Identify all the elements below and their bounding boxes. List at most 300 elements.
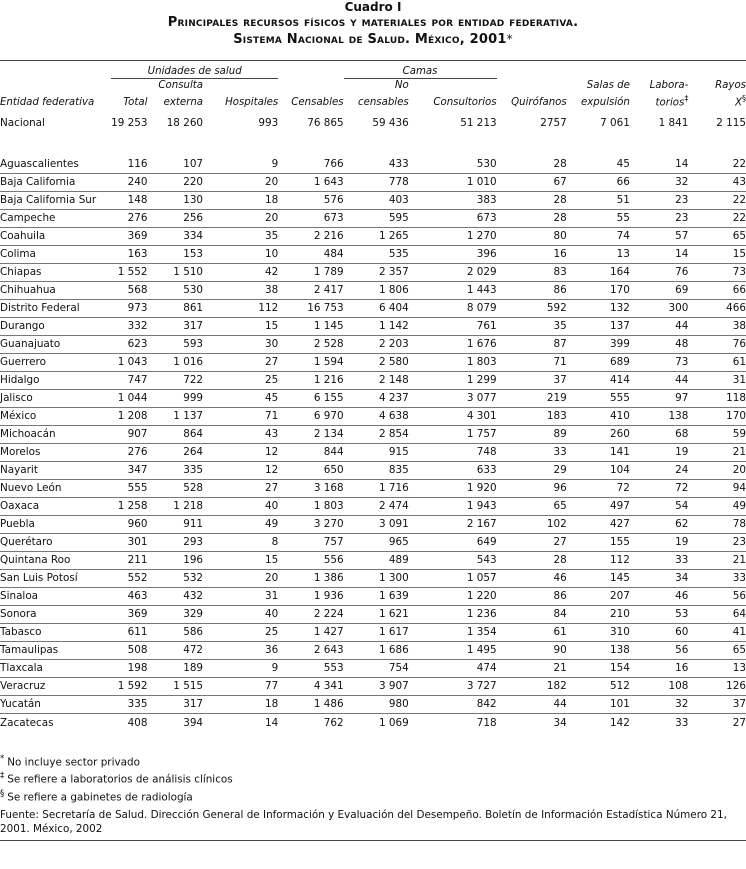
table-row — [0, 569, 746, 587]
value-cell: 1 236 — [409, 605, 497, 623]
value-cell: 1 258 — [111, 497, 147, 515]
value-cell: 317 — [147, 695, 203, 713]
value-cell: 30 — [203, 335, 278, 353]
value-cell: 25 — [203, 371, 278, 389]
value-cell: 1 010 — [409, 173, 497, 191]
value-cell: 43 — [688, 173, 746, 191]
group-unidades: Unidades de salud — [111, 64, 278, 78]
value-cell: 383 — [409, 191, 497, 209]
table-row — [0, 623, 746, 641]
value-cell: 535 — [344, 245, 409, 263]
table-row — [0, 551, 746, 569]
value-cell: 915 — [344, 443, 409, 461]
value-cell: 552 — [111, 569, 147, 587]
value-cell: 1 594 — [278, 353, 343, 371]
value-cell: 138 — [630, 407, 688, 425]
value-cell: 2 854 — [344, 425, 409, 443]
table-row — [0, 299, 746, 317]
value-cell: 22 — [688, 155, 746, 173]
value-cell: 4 638 — [344, 407, 409, 425]
table-subtitle — [0, 31, 746, 48]
value-cell: 1 043 — [111, 353, 147, 371]
table-row — [0, 515, 746, 533]
value-cell: 1 621 — [344, 605, 409, 623]
value-cell: 37 — [497, 371, 567, 389]
entity-name-cell: Baja California — [0, 173, 111, 191]
value-cell: 864 — [147, 425, 203, 443]
value-cell: 145 — [567, 569, 630, 587]
value-cell: 399 — [567, 335, 630, 353]
entity-name-cell: Quintana Roo — [0, 551, 111, 569]
table-row — [0, 371, 746, 389]
value-cell: 2 224 — [278, 605, 343, 623]
value-cell: 73 — [688, 263, 746, 281]
value-cell: 15 — [688, 245, 746, 263]
value-cell: 1 936 — [278, 587, 343, 605]
value-cell: 3 091 — [344, 515, 409, 533]
value-cell: 23 — [630, 191, 688, 209]
value-cell: 59 — [688, 425, 746, 443]
value-cell: 56 — [688, 587, 746, 605]
value-cell: 508 — [111, 641, 147, 659]
value-cell: 18 — [203, 191, 278, 209]
value-cell: 1 265 — [344, 227, 409, 245]
value-cell: 1 216 — [278, 371, 343, 389]
value-cell: 593 — [147, 335, 203, 353]
value-cell: 153 — [147, 245, 203, 263]
value-cell: 861 — [147, 299, 203, 317]
value-cell: 112 — [203, 299, 278, 317]
value-cell: 555 — [111, 479, 147, 497]
value-cell: 2 580 — [344, 353, 409, 371]
value-cell: 410 — [567, 407, 630, 425]
value-cell: 49 — [688, 497, 746, 515]
value-cell: 497 — [567, 497, 630, 515]
table-row — [0, 497, 746, 515]
value-cell: 427 — [567, 515, 630, 533]
subtitle-text: Sistema Nacional de Salud. México, 2001 — [233, 32, 507, 47]
value-cell: 36 — [203, 641, 278, 659]
value-cell: 1 069 — [378, 716, 409, 729]
value-cell: 10 — [203, 245, 278, 263]
value-cell: 3 907 — [344, 677, 409, 695]
value-cell: 260 — [567, 425, 630, 443]
header-total: Total — [123, 97, 148, 109]
value-cell: 34 — [553, 716, 567, 729]
value-cell: 78 — [688, 515, 746, 533]
header-salas-line1: Salas de — [586, 80, 630, 91]
source-note: Fuente: Secretaría de Salud. Dirección General de Información y Evaluación del Desempeño. Boletín de Información Estadística Número 21, 2001. México, 2002 — [0, 809, 727, 835]
value-cell: 1 803 — [409, 353, 497, 371]
header-no-censables-line2: censables — [357, 97, 409, 109]
value-cell: 33 — [497, 443, 567, 461]
table-row — [0, 209, 746, 227]
value-cell: 87 — [497, 335, 567, 353]
value-cell: 1 427 — [278, 623, 343, 641]
entity-name-cell: Tamaulipas — [0, 641, 111, 659]
value-cell: 29 — [497, 461, 567, 479]
footnote — [0, 752, 233, 769]
value-cell: 13 — [567, 245, 630, 263]
value-cell: 71 — [203, 407, 278, 425]
value-cell: 960 — [111, 515, 147, 533]
value-cell: 1 300 — [344, 569, 409, 587]
value-cell: 1 639 — [344, 587, 409, 605]
value-cell: 24 — [630, 461, 688, 479]
value-cell: 61 — [688, 353, 746, 371]
value-cell: 90 — [497, 641, 567, 659]
value-cell: 553 — [278, 659, 343, 677]
entity-name-cell: Hidalgo — [0, 371, 111, 389]
value-cell: 2 357 — [344, 263, 409, 281]
resources-table — [0, 64, 746, 731]
header-no-censables-line1: No — [394, 80, 409, 91]
value-cell: 13 — [688, 659, 746, 677]
value-cell: 403 — [344, 191, 409, 209]
value-cell: 56 — [630, 641, 688, 659]
value-cell: 766 — [278, 155, 343, 173]
value-cell: 42 — [203, 263, 278, 281]
value-cell: 44 — [630, 317, 688, 335]
value-cell: 108 — [630, 677, 688, 695]
value-cell: 27 — [732, 716, 746, 729]
header-censables: Censables — [291, 97, 344, 109]
value-cell: 35 — [203, 227, 278, 245]
bottom-rule — [0, 840, 746, 841]
value-cell: 67 — [497, 173, 567, 191]
value-cell: 1 643 — [278, 173, 343, 191]
value-cell: 472 — [147, 641, 203, 659]
value-cell: 347 — [111, 461, 147, 479]
value-cell: 49 — [203, 515, 278, 533]
value-cell: 394 — [183, 716, 204, 729]
value-cell: 14 — [630, 155, 688, 173]
value-cell: 911 — [147, 515, 203, 533]
value-cell: 102 — [497, 515, 567, 533]
value-cell: 1 552 — [111, 263, 147, 281]
entity-name-cell: Tlaxcala — [0, 659, 111, 677]
value-cell: 1 044 — [111, 389, 147, 407]
value-cell: 20 — [203, 173, 278, 191]
table-row — [0, 281, 746, 299]
laboratorios-text: torios — [655, 97, 685, 109]
value-cell: 118 — [688, 389, 746, 407]
header-consultorios: Consultorios — [433, 97, 497, 109]
value-cell: 2 474 — [344, 497, 409, 515]
value-cell: 21 — [497, 659, 567, 677]
value-cell: 2 417 — [278, 281, 343, 299]
value-cell: 112 — [567, 551, 630, 569]
value-cell: 138 — [567, 641, 630, 659]
value-cell: 104 — [567, 461, 630, 479]
value-cell: 116 — [111, 155, 147, 173]
value-cell: 196 — [147, 551, 203, 569]
value-cell: 256 — [147, 209, 203, 227]
value-cell: 80 — [497, 227, 567, 245]
value-cell: 27 — [203, 353, 278, 371]
value-cell: 1 757 — [409, 425, 497, 443]
table-row — [0, 713, 746, 731]
entity-name-cell: Aguascalientes — [0, 155, 111, 173]
value-cell: 183 — [497, 407, 567, 425]
value-cell: 835 — [344, 461, 409, 479]
table-row — [0, 389, 746, 407]
value-cell: 19 — [630, 443, 688, 461]
value-cell: 842 — [409, 695, 497, 713]
value-cell: 219 — [497, 389, 567, 407]
footnote-mark: ‡ — [0, 771, 5, 782]
footnote-text: No incluye sector privado — [7, 756, 140, 769]
value-cell: 3 168 — [278, 479, 343, 497]
footnote — [0, 787, 233, 804]
national-row — [0, 109, 746, 137]
table-row — [0, 461, 746, 479]
value-cell: 1 803 — [278, 497, 343, 515]
value-cell: 207 — [567, 587, 630, 605]
value-cell: 142 — [610, 716, 630, 729]
value-cell: 754 — [344, 659, 409, 677]
header-consulta-line2: externa — [163, 97, 204, 109]
entity-name-cell: Nuevo León — [0, 479, 111, 497]
value-cell: 2 528 — [278, 335, 343, 353]
value-cell: 32 — [630, 173, 688, 191]
value-cell: 198 — [111, 659, 147, 677]
table-row — [0, 155, 746, 173]
subtitle-mark: * — [506, 32, 513, 46]
value-cell: 2 643 — [278, 641, 343, 659]
value-cell: 1 057 — [409, 569, 497, 587]
value-cell: 23 — [688, 533, 746, 551]
value-cell: 15 — [203, 317, 278, 335]
value-cell: 101 — [567, 695, 630, 713]
value-cell: 335 — [111, 695, 147, 713]
value-cell: 14 — [630, 245, 688, 263]
value-cell: 68 — [630, 425, 688, 443]
value-cell: 1 495 — [409, 641, 497, 659]
value-cell: 396 — [409, 245, 497, 263]
value-cell: 48 — [630, 335, 688, 353]
value-cell: 60 — [630, 623, 688, 641]
table-row — [0, 335, 746, 353]
value-cell: 1 676 — [409, 335, 497, 353]
value-cell: 484 — [278, 245, 343, 263]
value-cell: 107 — [147, 155, 203, 173]
value-cell: 51 213 — [460, 117, 497, 130]
value-cell: 31 — [688, 371, 746, 389]
value-cell: 4 237 — [344, 389, 409, 407]
entity-name-cell: Veracruz — [0, 677, 111, 695]
value-cell: 16 753 — [278, 299, 343, 317]
header-consulta-line1: Consulta — [158, 80, 204, 91]
top-rule — [0, 60, 746, 61]
value-cell: 993 — [258, 117, 279, 130]
table-row — [0, 641, 746, 659]
value-cell: 1 920 — [409, 479, 497, 497]
value-cell: 57 — [630, 227, 688, 245]
value-cell: 1 486 — [278, 695, 343, 713]
value-cell: 7 061 — [600, 117, 630, 130]
value-cell: 276 — [111, 443, 147, 461]
value-cell: 718 — [476, 716, 497, 729]
entity-name-cell: Chiapas — [0, 263, 111, 281]
table-row — [0, 677, 746, 695]
entity-name-cell: Querétaro — [0, 533, 111, 551]
value-cell: 301 — [111, 533, 147, 551]
value-cell: 84 — [497, 605, 567, 623]
value-cell: 568 — [111, 281, 147, 299]
value-cell: 2 203 — [344, 335, 409, 353]
header-rayos-line1: Rayos — [715, 80, 746, 91]
value-cell: 310 — [567, 623, 630, 641]
entity-name-cell: Coahuila — [0, 227, 111, 245]
value-cell: 170 — [567, 281, 630, 299]
value-cell: 55 — [567, 209, 630, 227]
table-title: Principales recursos físicos y materiales por entidad federativa. — [167, 15, 579, 30]
value-cell: 33 — [675, 716, 689, 729]
value-cell: 64 — [688, 605, 746, 623]
table-row — [0, 587, 746, 605]
value-cell: 86 — [497, 281, 567, 299]
value-cell: 74 — [567, 227, 630, 245]
value-cell: 264 — [147, 443, 203, 461]
value-cell: 65 — [688, 641, 746, 659]
value-cell: 35 — [497, 317, 567, 335]
entity-name-cell: Nayarit — [0, 461, 111, 479]
value-cell: 1 716 — [344, 479, 409, 497]
value-cell: 189 — [147, 659, 203, 677]
value-cell: 1 592 — [111, 677, 147, 695]
value-cell: 3 077 — [409, 389, 497, 407]
value-cell: 293 — [147, 533, 203, 551]
value-cell: 592 — [497, 299, 567, 317]
entity-name-cell: Guanajuato — [0, 335, 111, 353]
value-cell: 9 — [203, 155, 278, 173]
value-cell: 28 — [497, 191, 567, 209]
value-cell: 466 — [688, 299, 746, 317]
value-cell: 512 — [567, 677, 630, 695]
value-cell: 28 — [497, 551, 567, 569]
value-cell: 33 — [688, 569, 746, 587]
value-cell: 1 515 — [147, 677, 203, 695]
value-cell: 40 — [203, 605, 278, 623]
value-cell: 45 — [567, 155, 630, 173]
value-cell: 1 016 — [147, 353, 203, 371]
value-cell: 83 — [497, 263, 567, 281]
value-cell: 76 — [688, 335, 746, 353]
value-cell: 965 — [344, 533, 409, 551]
value-cell: 4 341 — [278, 677, 343, 695]
value-cell: 12 — [203, 461, 278, 479]
value-cell: 433 — [344, 155, 409, 173]
value-cell: 4 301 — [409, 407, 497, 425]
table-body — [0, 109, 746, 731]
value-cell: 633 — [409, 461, 497, 479]
value-cell: 22 — [688, 191, 746, 209]
value-cell: 408 — [127, 716, 148, 729]
value-cell: 16 — [630, 659, 688, 677]
value-cell: 76 865 — [307, 117, 344, 130]
value-cell: 1 806 — [344, 281, 409, 299]
value-cell: 21 — [688, 551, 746, 569]
table-row — [0, 317, 746, 335]
value-cell: 66 — [567, 173, 630, 191]
value-cell: 89 — [497, 425, 567, 443]
value-cell: 44 — [497, 695, 567, 713]
value-cell: 163 — [111, 245, 147, 263]
group-camas-label: Camas — [402, 65, 438, 77]
entity-name-cell: Jalisco — [0, 389, 111, 407]
value-cell: 6 155 — [278, 389, 343, 407]
value-cell: 38 — [688, 317, 746, 335]
value-cell: 20 — [203, 209, 278, 227]
value-cell: 14 — [265, 716, 279, 729]
footnote-mark: * — [0, 754, 5, 764]
entity-name-cell: Durango — [0, 317, 111, 335]
value-cell: 722 — [147, 371, 203, 389]
value-cell: 21 — [688, 443, 746, 461]
value-cell: 15 — [203, 551, 278, 569]
value-cell: 673 — [409, 209, 497, 227]
value-cell: 73 — [630, 353, 688, 371]
value-cell: 649 — [409, 533, 497, 551]
value-cell: 130 — [147, 191, 203, 209]
value-cell: 18 260 — [166, 117, 204, 130]
header-rayos-line2 — [688, 92, 746, 109]
value-cell: 335 — [147, 461, 203, 479]
value-cell: 474 — [409, 659, 497, 677]
row-gap — [0, 137, 746, 155]
rayos-text: X — [735, 97, 742, 109]
value-cell: 148 — [111, 191, 147, 209]
rayos-mark: § — [742, 94, 746, 103]
value-cell: 1 208 — [111, 407, 147, 425]
value-cell: 6 970 — [278, 407, 343, 425]
value-cell: 141 — [567, 443, 630, 461]
value-cell: 43 — [203, 425, 278, 443]
entity-name-cell: Michoacán — [0, 425, 111, 443]
gap-cell — [0, 137, 746, 155]
table-row — [0, 533, 746, 551]
value-cell: 51 — [567, 191, 630, 209]
value-cell: 69 — [630, 281, 688, 299]
entity-name-cell: Chihuahua — [0, 281, 111, 299]
value-cell: 65 — [688, 227, 746, 245]
value-cell: 54 — [630, 497, 688, 515]
table-row — [0, 353, 746, 371]
header-quirofanos: Quirófanos — [511, 97, 567, 109]
value-cell: 59 436 — [372, 117, 409, 130]
value-cell: 46 — [497, 569, 567, 587]
value-cell: 25 — [203, 623, 278, 641]
table-row — [0, 479, 746, 497]
value-cell: 71 — [497, 353, 567, 371]
table-row — [0, 173, 746, 191]
footnotes — [0, 752, 233, 804]
value-cell: 907 — [111, 425, 147, 443]
value-cell: 1 145 — [278, 317, 343, 335]
value-cell: 3 270 — [278, 515, 343, 533]
value-cell: 33 — [630, 551, 688, 569]
value-cell: 1 354 — [409, 623, 497, 641]
entity-name-cell: México — [0, 407, 111, 425]
entity-name-cell: Colima — [0, 245, 111, 263]
value-cell: 41 — [688, 623, 746, 641]
value-cell: 432 — [147, 587, 203, 605]
value-cell: 220 — [147, 173, 203, 191]
value-cell: 19 253 — [111, 117, 148, 130]
table-row — [0, 605, 746, 623]
entity-name-cell: Campeche — [0, 209, 111, 227]
